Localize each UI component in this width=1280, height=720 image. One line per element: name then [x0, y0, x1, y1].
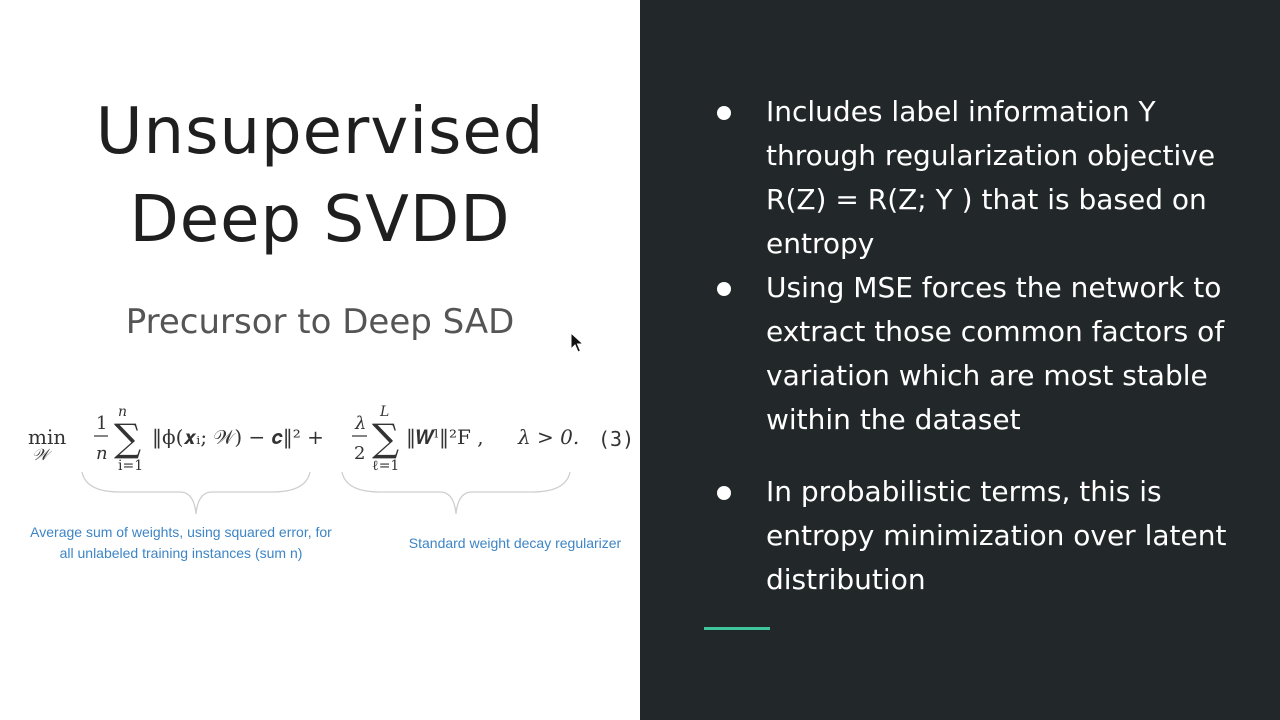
- formula-sum1-top: n: [118, 404, 128, 420]
- mouse-cursor-icon: [570, 332, 586, 354]
- brace-right: [340, 470, 572, 516]
- annotation-average-sum: [6, 522, 356, 564]
- bullet-text: Includes label information Y through regularization objective R(Z) = R(Z; Y ) that is based on entropy: [766, 95, 1216, 260]
- formula-sum1-bottom: i=1: [118, 458, 144, 474]
- formula-term1: ‖ϕ(𝒙ᵢ; 𝒲) − 𝒄‖² +: [152, 425, 324, 449]
- bullet-text: In probabilistic terms, this is entropy minimization over latent distribution: [766, 475, 1227, 596]
- formula-sum1: ∑: [114, 416, 142, 460]
- formula-frac1-num: 1: [96, 413, 108, 434]
- bullet-dot-icon: [717, 282, 731, 296]
- annotation-average-sum-line1: Average sum of weights, using squared error, for: [30, 524, 332, 540]
- formula-sum2: ∑: [372, 416, 400, 460]
- accent-line: [704, 627, 770, 630]
- bullet-text: Using MSE forces the network to extract those common factors of variation which are most stable within the dataset: [766, 271, 1225, 436]
- formula-min-subscript: 𝒲: [32, 445, 49, 464]
- annotation-average-sum-line2: all unlabeled training instances (sum n): [59, 545, 303, 561]
- formula-sum2-bottom: ℓ=1: [372, 458, 400, 474]
- bullet-item: [715, 470, 1235, 602]
- bullet-dot-icon: [717, 486, 731, 500]
- formula-sum2-top: L: [380, 404, 390, 420]
- svdd-objective-formula: [22, 400, 640, 480]
- bullet-list: [715, 90, 1235, 602]
- bullet-item: [715, 266, 1235, 442]
- formula-term2: ‖𝑾ˡ‖²F ,: [406, 425, 484, 449]
- slide-title-line2: Deep SVDD: [129, 183, 511, 257]
- slide-subtitle: Precursor to Deep SAD: [125, 302, 515, 342]
- formula-frac1-den: n: [96, 443, 108, 464]
- formula-constraint: λ > 0.: [518, 425, 580, 449]
- brace-left: [80, 470, 312, 516]
- formula-frac2-den: 2: [354, 443, 366, 464]
- formula-min: min: [28, 425, 67, 449]
- slide-title-line1: Unsupervised: [95, 95, 545, 169]
- bullet-dot-icon: [717, 106, 731, 120]
- formula-frac2-num: λ: [355, 413, 367, 434]
- slide-title: [0, 88, 640, 264]
- formula-equation-number: (3): [598, 427, 635, 451]
- annotation-weight-decay: Standard weight decay regularizer: [408, 535, 622, 551]
- bullet-item: [715, 90, 1235, 266]
